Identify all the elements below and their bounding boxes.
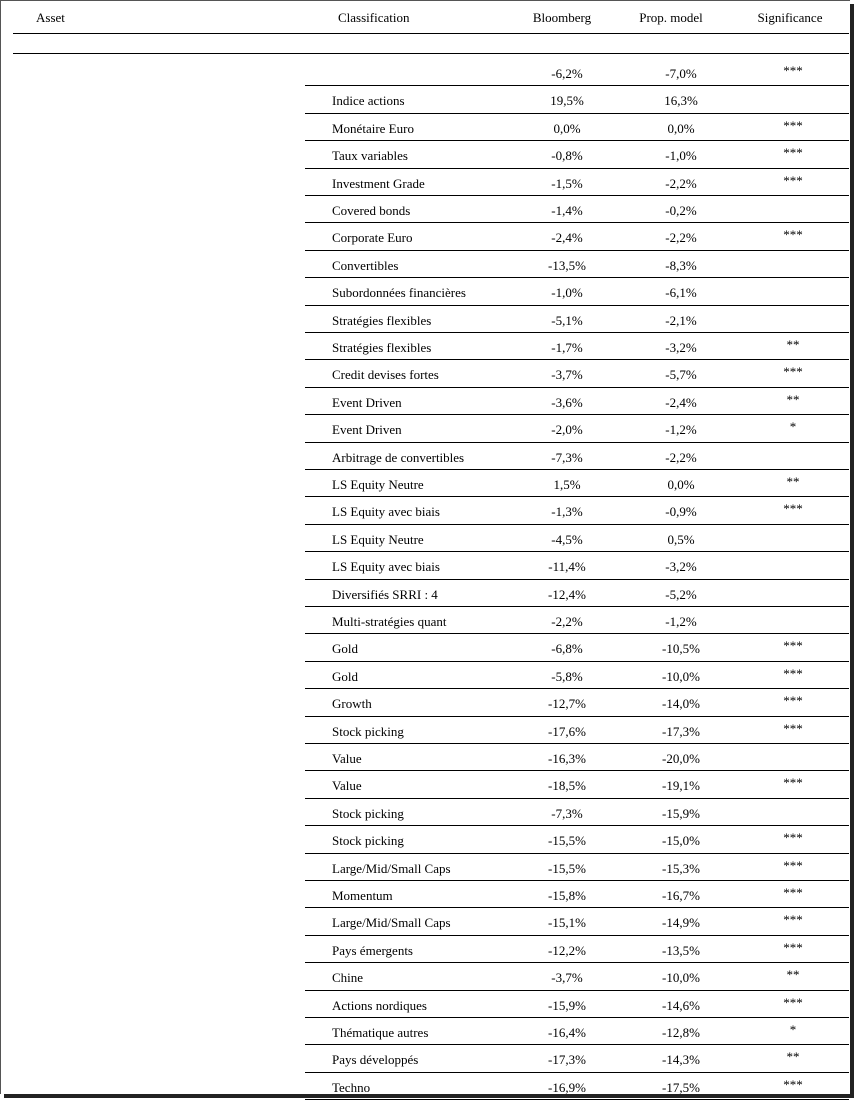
cell-prop-model: -0,2% bbox=[665, 203, 697, 218]
cell-bloomberg: -12,7% bbox=[548, 696, 586, 712]
cell-bloomberg: -18,5% bbox=[548, 778, 586, 794]
cell-classification: Event Driven bbox=[332, 422, 402, 438]
cell-classification: Stratégies flexibles bbox=[332, 340, 432, 355]
cell-bloomberg: -1,0% bbox=[551, 285, 583, 301]
table-row bbox=[1, 936, 850, 963]
cell-prop-model: -20,0% bbox=[662, 751, 700, 766]
cell-prop-model: -6,1% bbox=[665, 285, 697, 301]
table-row bbox=[1, 86, 850, 113]
cell-bloomberg: -3,7% bbox=[551, 367, 583, 383]
cell-bloomberg: -5,8% bbox=[551, 668, 583, 684]
table-row bbox=[1, 59, 850, 86]
cell-bloomberg: 0,0% bbox=[553, 120, 581, 136]
cell-classification: LS Equity Neutre bbox=[332, 477, 424, 492]
cell-bloomberg: -2,4% bbox=[551, 230, 583, 246]
cell-classification: Covered bonds bbox=[332, 203, 411, 218]
cell-prop-model: -2,2% bbox=[665, 449, 697, 465]
cell-significance: ** bbox=[786, 474, 800, 489]
table-row bbox=[1, 908, 850, 935]
cell-bloomberg: -6,8% bbox=[551, 641, 583, 657]
cell-prop-model: 0,0% bbox=[667, 477, 695, 492]
cell-significance: * bbox=[789, 419, 797, 435]
cell-significance: *** bbox=[783, 172, 803, 188]
cell-significance: *** bbox=[783, 638, 803, 654]
cell-significance: *** bbox=[783, 501, 803, 517]
cell-prop-model: -14,9% bbox=[662, 915, 700, 931]
cell-bloomberg: -12,2% bbox=[548, 942, 586, 958]
cell-bloomberg: -11,4% bbox=[548, 559, 586, 575]
cell-bloomberg: 1,5% bbox=[553, 477, 581, 492]
table-row bbox=[1, 497, 850, 524]
cell-bloomberg: -1,3% bbox=[551, 504, 583, 520]
cell-classification: Large/Mid/Small Caps bbox=[332, 915, 451, 931]
cell-classification: Techno bbox=[332, 1079, 371, 1095]
table-row bbox=[1, 1018, 850, 1045]
table-row bbox=[1, 881, 850, 908]
cell-significance: *** bbox=[783, 364, 803, 380]
cell-significance: *** bbox=[783, 227, 803, 243]
table-row bbox=[1, 580, 850, 607]
cell-prop-model: -14,0% bbox=[662, 696, 700, 712]
table-row bbox=[1, 470, 850, 497]
cell-classification: LS Equity Neutre bbox=[332, 531, 424, 547]
table-row bbox=[1, 634, 850, 661]
cell-prop-model: -12,8% bbox=[662, 1025, 700, 1040]
table-row bbox=[1, 689, 850, 716]
cell-classification: Stock picking bbox=[332, 723, 404, 739]
table-row bbox=[1, 223, 850, 250]
cell-bloomberg: -16,4% bbox=[548, 1025, 586, 1040]
table-row bbox=[1, 662, 850, 689]
cell-bloomberg: -15,5% bbox=[548, 860, 586, 876]
cell-prop-model: -2,1% bbox=[665, 312, 697, 328]
cell-significance: *** bbox=[783, 939, 803, 955]
cell-significance: ** bbox=[786, 1049, 800, 1065]
table-row bbox=[1, 360, 850, 387]
cell-classification: Growth bbox=[332, 696, 372, 712]
cell-classification: Pays développés bbox=[332, 1052, 419, 1068]
cell-classification: Convertibles bbox=[332, 257, 399, 273]
table-row bbox=[1, 443, 850, 470]
table-row bbox=[1, 607, 850, 634]
cell-prop-model: -1,2% bbox=[665, 614, 697, 629]
table-row bbox=[1, 717, 850, 744]
cell-prop-model: -15,3% bbox=[662, 860, 700, 876]
cell-bloomberg: -1,4% bbox=[551, 203, 583, 218]
cell-significance: *** bbox=[783, 994, 803, 1010]
table-row bbox=[1, 799, 850, 826]
table-row bbox=[1, 278, 850, 305]
cell-bloomberg: -6,2% bbox=[551, 66, 583, 81]
header-prop-model: Prop. model bbox=[639, 10, 703, 25]
cell-prop-model: -17,5% bbox=[662, 1079, 700, 1095]
cell-prop-model: 0,5% bbox=[667, 531, 695, 547]
cell-significance: ** bbox=[786, 967, 800, 983]
cell-prop-model: -13,5% bbox=[662, 942, 700, 958]
cell-classification: Credit devises fortes bbox=[332, 367, 439, 383]
cell-prop-model: -16,7% bbox=[662, 888, 700, 903]
table-row bbox=[1, 1073, 850, 1100]
cell-classification: Corporate Euro bbox=[332, 230, 413, 246]
cell-classification: Value bbox=[332, 751, 362, 766]
cell-classification: Stock picking bbox=[332, 805, 404, 821]
cell-bloomberg: -7,3% bbox=[551, 449, 583, 465]
cell-bloomberg: -15,5% bbox=[548, 833, 586, 849]
cell-significance: ** bbox=[786, 337, 800, 352]
cell-prop-model: -14,6% bbox=[662, 997, 700, 1013]
cell-classification: Taux variables bbox=[332, 148, 408, 164]
header-top-rule bbox=[13, 33, 849, 34]
cell-classification: Stock picking bbox=[332, 833, 404, 849]
table-row bbox=[1, 169, 850, 196]
cell-classification: LS Equity avec biais bbox=[332, 559, 440, 575]
cell-classification: Thématique autres bbox=[332, 1025, 429, 1040]
cell-significance: *** bbox=[783, 885, 803, 900]
cell-prop-model: 16,3% bbox=[664, 93, 698, 109]
cell-prop-model: -10,0% bbox=[662, 970, 700, 986]
cell-classification: Gold bbox=[332, 668, 358, 684]
cell-bloomberg: -1,5% bbox=[551, 175, 583, 191]
cell-bloomberg: -5,1% bbox=[551, 312, 583, 328]
cell-bloomberg: -16,9% bbox=[548, 1079, 586, 1095]
cell-classification: Arbitrage de convertibles bbox=[332, 449, 465, 465]
cell-prop-model: -1,2% bbox=[665, 422, 697, 438]
header-asset: Asset bbox=[36, 10, 65, 25]
cell-bloomberg: -17,3% bbox=[548, 1052, 586, 1068]
cell-classification: LS Equity avec biais bbox=[332, 504, 440, 520]
cell-prop-model: -8,3% bbox=[665, 257, 697, 273]
cell-prop-model: -19,1% bbox=[662, 778, 700, 794]
cell-significance: *** bbox=[783, 1076, 803, 1092]
cell-bloomberg: -16,3% bbox=[548, 751, 586, 766]
header-bloomberg: Bloomberg bbox=[532, 10, 592, 25]
cell-prop-model: -3,2% bbox=[665, 559, 697, 575]
cell-bloomberg: 19,5% bbox=[550, 93, 584, 109]
cell-significance: ** bbox=[786, 391, 800, 407]
cell-bloomberg: -13,5% bbox=[548, 257, 586, 273]
cell-significance: *** bbox=[783, 145, 803, 161]
cell-prop-model: -5,2% bbox=[665, 586, 697, 602]
cell-bloomberg: -15,9% bbox=[548, 997, 586, 1013]
cell-bloomberg: -12,4% bbox=[548, 586, 586, 602]
table-row bbox=[1, 114, 850, 141]
table-row bbox=[1, 963, 850, 990]
header-bottom-rule bbox=[13, 53, 849, 54]
cell-bloomberg: -3,7% bbox=[551, 970, 583, 986]
cell-classification: Subordonnées financières bbox=[332, 285, 466, 301]
cell-significance: *** bbox=[783, 693, 803, 709]
cell-prop-model: -2,4% bbox=[665, 394, 697, 410]
table-row bbox=[1, 415, 850, 442]
cell-classification: Large/Mid/Small Caps bbox=[332, 860, 451, 876]
cell-significance: *** bbox=[783, 720, 803, 736]
table-row bbox=[1, 991, 850, 1018]
table-row bbox=[1, 1045, 850, 1072]
cell-prop-model: -2,2% bbox=[665, 175, 697, 191]
cell-significance: *** bbox=[783, 912, 803, 928]
table-row bbox=[1, 744, 850, 771]
cell-prop-model: -1,0% bbox=[665, 148, 697, 164]
cell-prop-model: -15,9% bbox=[662, 805, 700, 821]
cell-significance: *** bbox=[783, 665, 803, 681]
cell-classification: Chine bbox=[332, 970, 364, 986]
cell-significance: *** bbox=[783, 63, 803, 78]
table-row bbox=[1, 251, 850, 278]
cell-classification: Diversifiés SRRI : 4 bbox=[332, 586, 438, 602]
cell-bloomberg: -15,8% bbox=[548, 888, 586, 903]
table-row bbox=[1, 854, 850, 881]
cell-classification: Value bbox=[332, 778, 362, 794]
cell-bloomberg: -7,3% bbox=[551, 805, 583, 821]
cell-prop-model: -10,0% bbox=[662, 668, 700, 684]
table-row bbox=[1, 196, 850, 223]
cell-bloomberg: -4,5% bbox=[551, 531, 583, 547]
cell-bloomberg: -17,6% bbox=[548, 723, 586, 739]
cell-prop-model: -14,3% bbox=[662, 1052, 700, 1068]
cell-classification: Gold bbox=[332, 641, 358, 657]
cell-prop-model: -5,7% bbox=[665, 367, 697, 383]
cell-bloomberg: -3,6% bbox=[551, 394, 583, 410]
table-row bbox=[1, 141, 850, 168]
cell-prop-model: -15,0% bbox=[662, 833, 700, 849]
cell-classification: Investment Grade bbox=[332, 175, 425, 191]
cell-classification: Indice actions bbox=[332, 93, 405, 109]
cell-bloomberg: -15,1% bbox=[548, 915, 586, 931]
table-row bbox=[1, 306, 850, 333]
header-classification: Classification bbox=[338, 10, 410, 25]
cell-classification: Pays émergents bbox=[332, 942, 413, 958]
table-row bbox=[1, 771, 850, 798]
cell-prop-model: -3,2% bbox=[665, 340, 697, 355]
cell-prop-model: -17,3% bbox=[662, 723, 700, 739]
cell-bloomberg: -0,8% bbox=[551, 148, 583, 164]
cell-bloomberg: -1,7% bbox=[551, 340, 583, 355]
cell-significance: * bbox=[789, 1022, 797, 1037]
cell-classification: Stratégies flexibles bbox=[332, 312, 432, 328]
cell-classification: Actions nordiques bbox=[332, 997, 427, 1013]
cell-significance: *** bbox=[783, 117, 803, 133]
cell-classification: Event Driven bbox=[332, 394, 402, 410]
cell-prop-model: -0,9% bbox=[665, 504, 697, 520]
cell-prop-model: 0,0% bbox=[667, 120, 695, 136]
table-row bbox=[1, 388, 850, 415]
table-row bbox=[1, 826, 850, 853]
cell-prop-model: -7,0% bbox=[665, 66, 697, 81]
table-row bbox=[1, 333, 850, 360]
cell-significance: *** bbox=[783, 857, 803, 873]
cell-bloomberg: -2,2% bbox=[551, 614, 583, 629]
cell-significance: *** bbox=[783, 775, 803, 791]
cell-classification: Multi-stratégies quant bbox=[332, 614, 447, 629]
cell-prop-model: -10,5% bbox=[662, 641, 700, 657]
header-significance: Significance bbox=[757, 10, 823, 25]
table-row bbox=[1, 525, 850, 552]
cell-classification: Momentum bbox=[332, 888, 393, 903]
cell-significance: *** bbox=[783, 830, 803, 846]
cell-classification: Monétaire Euro bbox=[332, 120, 414, 136]
cell-bloomberg: -2,0% bbox=[551, 422, 583, 438]
table-row bbox=[1, 552, 850, 579]
cell-prop-model: -2,2% bbox=[665, 230, 697, 246]
